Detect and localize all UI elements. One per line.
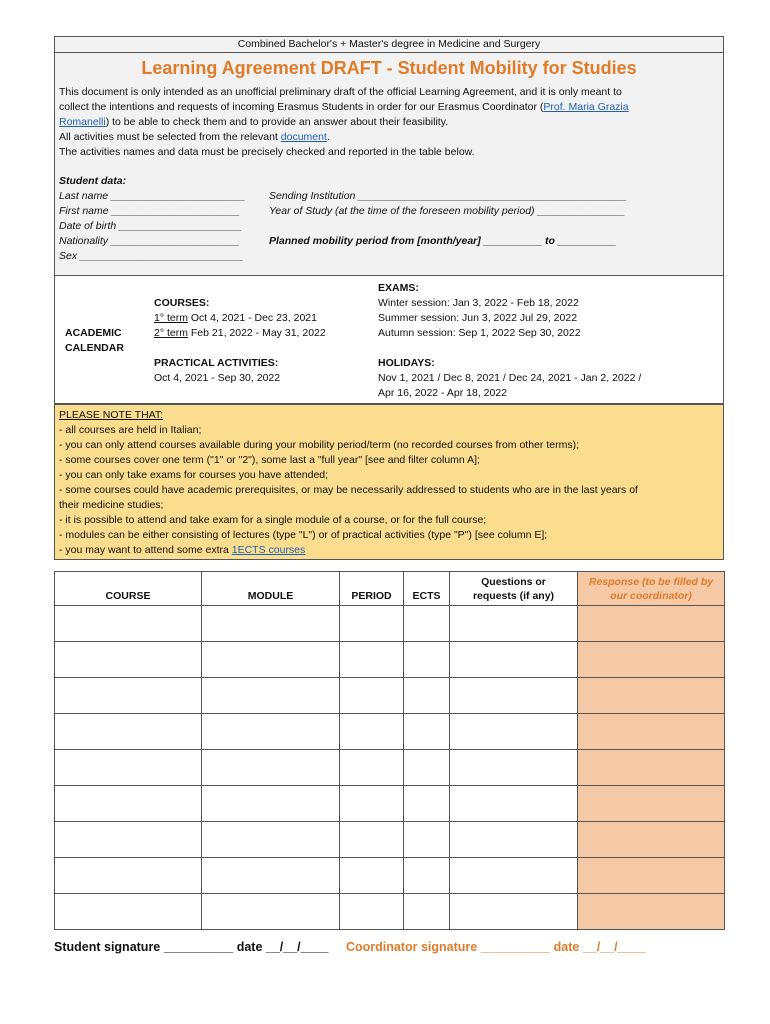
activities-table [54,571,725,930]
table-row [55,786,725,822]
table-row [55,750,725,786]
questions-cell[interactable] [450,606,578,642]
period-cell[interactable] [340,642,404,678]
note-item: their medicine studies; [59,499,164,511]
questions-cell[interactable] [450,678,578,714]
header-course: COURSE [55,572,202,606]
period-cell[interactable] [340,786,404,822]
intro-line-5: The activities names and data must be precisely checked and reported in the table below. [59,146,475,158]
coordinator-link-cont[interactable]: Romanelli [59,116,106,128]
intro-text [55,85,723,160]
header-response [578,572,725,606]
winter-session: Winter session: Jan 3, 2022 - Feb 18, 2022 [378,297,579,309]
student-data [55,174,723,262]
document-title: Learning Agreement DRAFT - Student Mobility for Studies [141,58,637,78]
intro-line-2-text: collect the intentions and requests of incoming Erasmus Students in order for our Erasmus Coordinator ( [59,101,544,113]
document-link[interactable]: document [280,131,327,143]
intro-line-2 [59,100,719,115]
degree-banner: Combined Bachelor's + Master's degree in Medicine and Surgery [55,37,723,53]
period-cell[interactable] [340,714,404,750]
response-cell[interactable] [578,786,725,822]
module-cell[interactable] [202,786,340,822]
holidays-line-1: Nov 1, 2021 / Dec 8, 2021 / Dec 24, 2021 - Jan 2, 2022 / [378,372,642,384]
course-cell[interactable] [55,678,202,714]
note-item: - all courses are held in Italian; [59,424,202,436]
term-2-dates: Feb 21, 2022 - May 31, 2022 [187,327,326,339]
response-cell[interactable] [578,714,725,750]
module-cell[interactable] [202,894,340,930]
module-cell[interactable] [202,714,340,750]
course-cell[interactable] [55,894,202,930]
questions-cell[interactable] [450,714,578,750]
student-data-heading: Student data: [59,175,127,187]
note-item: - modules can be either consisting of lectures (type "L") or of practical activities (type "P") [see column E]; [59,529,548,541]
notes-section [54,404,724,560]
questions-cell[interactable] [450,642,578,678]
courses-block [154,296,326,386]
questions-cell[interactable] [450,750,578,786]
intro-line-4 [59,130,719,145]
table-row [55,822,725,858]
table-row [55,642,725,678]
module-cell[interactable] [202,678,340,714]
course-cell[interactable] [55,786,202,822]
response-cell[interactable] [578,894,725,930]
header-questions [450,572,578,606]
header-response-line-1: Response (to be filled by [588,576,714,588]
questions-cell[interactable] [450,894,578,930]
note-item [59,543,719,558]
ects-cell[interactable] [404,894,450,930]
practical-heading: PRACTICAL ACTIVITIES: [154,357,279,369]
table-row [55,606,725,642]
summer-session: Summer session: Jun 3, 2022 Jul 29, 2022 [378,312,578,324]
sending-institution-field[interactable]: Sending Institution ______________________________________________ [269,190,627,202]
header-module: MODULE [202,572,340,606]
response-cell[interactable] [578,678,725,714]
ects-cell[interactable] [404,786,450,822]
year-of-study-field[interactable]: Year of Study (at the time of the foreseen mobility period) _______________ [269,205,626,217]
term-1 [154,311,326,326]
first-name-field[interactable]: First name ______________________ [59,205,240,217]
module-cell[interactable] [202,750,340,786]
response-cell[interactable] [578,642,725,678]
response-cell[interactable] [578,606,725,642]
calendar-label [65,326,124,356]
course-cell[interactable] [55,642,202,678]
last-name-field[interactable]: Last name _______________________ [59,190,246,202]
note-item: - you can only attend courses available during your mobility period/term (no recorded courses from other terms); [59,439,579,451]
ects-courses-link[interactable]: 1ECTS courses [231,544,306,556]
note-item: - some courses could have academic prerequisites, or may be necessarily addressed to students who are in the last years of [59,484,638,496]
exams-heading: EXAMS: [378,282,419,294]
ects-cell[interactable] [404,642,450,678]
period-cell[interactable] [340,750,404,786]
header-period: PERIOD [340,572,404,606]
course-cell[interactable] [55,714,202,750]
coordinator-link[interactable]: Prof. Maria Grazia [543,101,629,113]
response-cell[interactable] [578,858,725,894]
sex-field[interactable]: Sex ____________________________ [59,250,244,262]
autumn-session: Autumn session: Sep 1, 2022 Sep 30, 2022 [378,327,581,339]
module-cell[interactable] [202,606,340,642]
module-cell[interactable] [202,822,340,858]
period-cell[interactable] [340,858,404,894]
signature-line [54,940,744,954]
note-item: - some courses cover one term ("1" or "2"), some last a "full year" [see and filter column A]; [59,454,480,466]
course-cell[interactable] [55,858,202,894]
term-1-dates: Oct 4, 2021 - Dec 23, 2021 [187,312,317,324]
table-header-row [55,572,725,606]
notes-heading: PLEASE NOTE THAT: [59,409,164,421]
period-cell[interactable] [340,822,404,858]
student-signature[interactable]: Student signature __________ date __/__/____ [54,940,329,954]
mobility-period-field[interactable]: Planned mobility period from [month/year] __________ to __________ [269,235,617,247]
header-questions-line-1: Questions or [481,576,546,588]
intro-line-3-text: ) to be able to check them and to provide an answer about their feasibility. [105,116,449,128]
nationality-field[interactable]: Nationality ______________________ [59,235,240,247]
header-questions-line-2: requests (if any) [472,590,555,602]
practical-dates: Oct 4, 2021 - Sep 30, 2022 [154,372,281,384]
courses-heading: COURSES: [154,297,210,309]
calendar-label-line-2: CALENDAR [65,342,124,354]
term-1-label: 1° term [154,312,188,324]
academic-calendar [54,276,724,404]
ects-cell[interactable] [404,858,450,894]
header-section [54,36,724,276]
header-ects: ECTS [404,572,450,606]
course-cell[interactable] [55,822,202,858]
ects-cell[interactable] [404,750,450,786]
date-of-birth-field[interactable]: Date of birth _____________________ [59,220,242,232]
ects-cell[interactable] [404,606,450,642]
questions-cell[interactable] [450,822,578,858]
response-cell[interactable] [578,822,725,858]
exams-block [378,281,641,401]
coordinator-signature[interactable]: Coordinator signature __________ date __/__/____ [345,940,646,954]
questions-cell[interactable] [450,858,578,894]
intro-line-4-text: All activities must be selected from the relevant [59,131,281,143]
ects-cell[interactable] [404,714,450,750]
table-row [55,894,725,930]
intro-line-1: This document is only intended as an unofficial preliminary draft of the official Learning Agreement, and it is only meant to [59,86,622,98]
module-cell[interactable] [202,858,340,894]
table-row [55,858,725,894]
period-cell[interactable] [340,606,404,642]
period-cell[interactable] [340,678,404,714]
period-cell[interactable] [340,894,404,930]
questions-cell[interactable] [450,786,578,822]
note-item: - it is possible to attend and take exam for a single module of a course, or for the full course; [59,514,487,526]
table-row [55,678,725,714]
ects-cell[interactable] [404,678,450,714]
table-row [55,714,725,750]
holidays-heading: HOLIDAYS: [378,357,435,369]
note-item: - you can only take exams for courses you have attended; [59,469,329,481]
intro-line-3 [59,115,719,130]
term-2-label: 2° term [154,327,188,339]
response-cell[interactable] [578,750,725,786]
intro-line-4-end: . [326,131,330,143]
module-cell[interactable] [202,642,340,678]
holidays-line-2: Apr 16, 2022 - Apr 18, 2022 [378,387,508,399]
note-item-text: - you may want to attend some extra [59,544,232,556]
ects-cell[interactable] [404,822,450,858]
course-cell[interactable] [55,606,202,642]
header-response-line-2: our coordinator) [610,590,692,602]
term-2 [154,326,326,341]
course-cell[interactable] [55,750,202,786]
calendar-label-line-1: ACADEMIC [65,327,122,339]
